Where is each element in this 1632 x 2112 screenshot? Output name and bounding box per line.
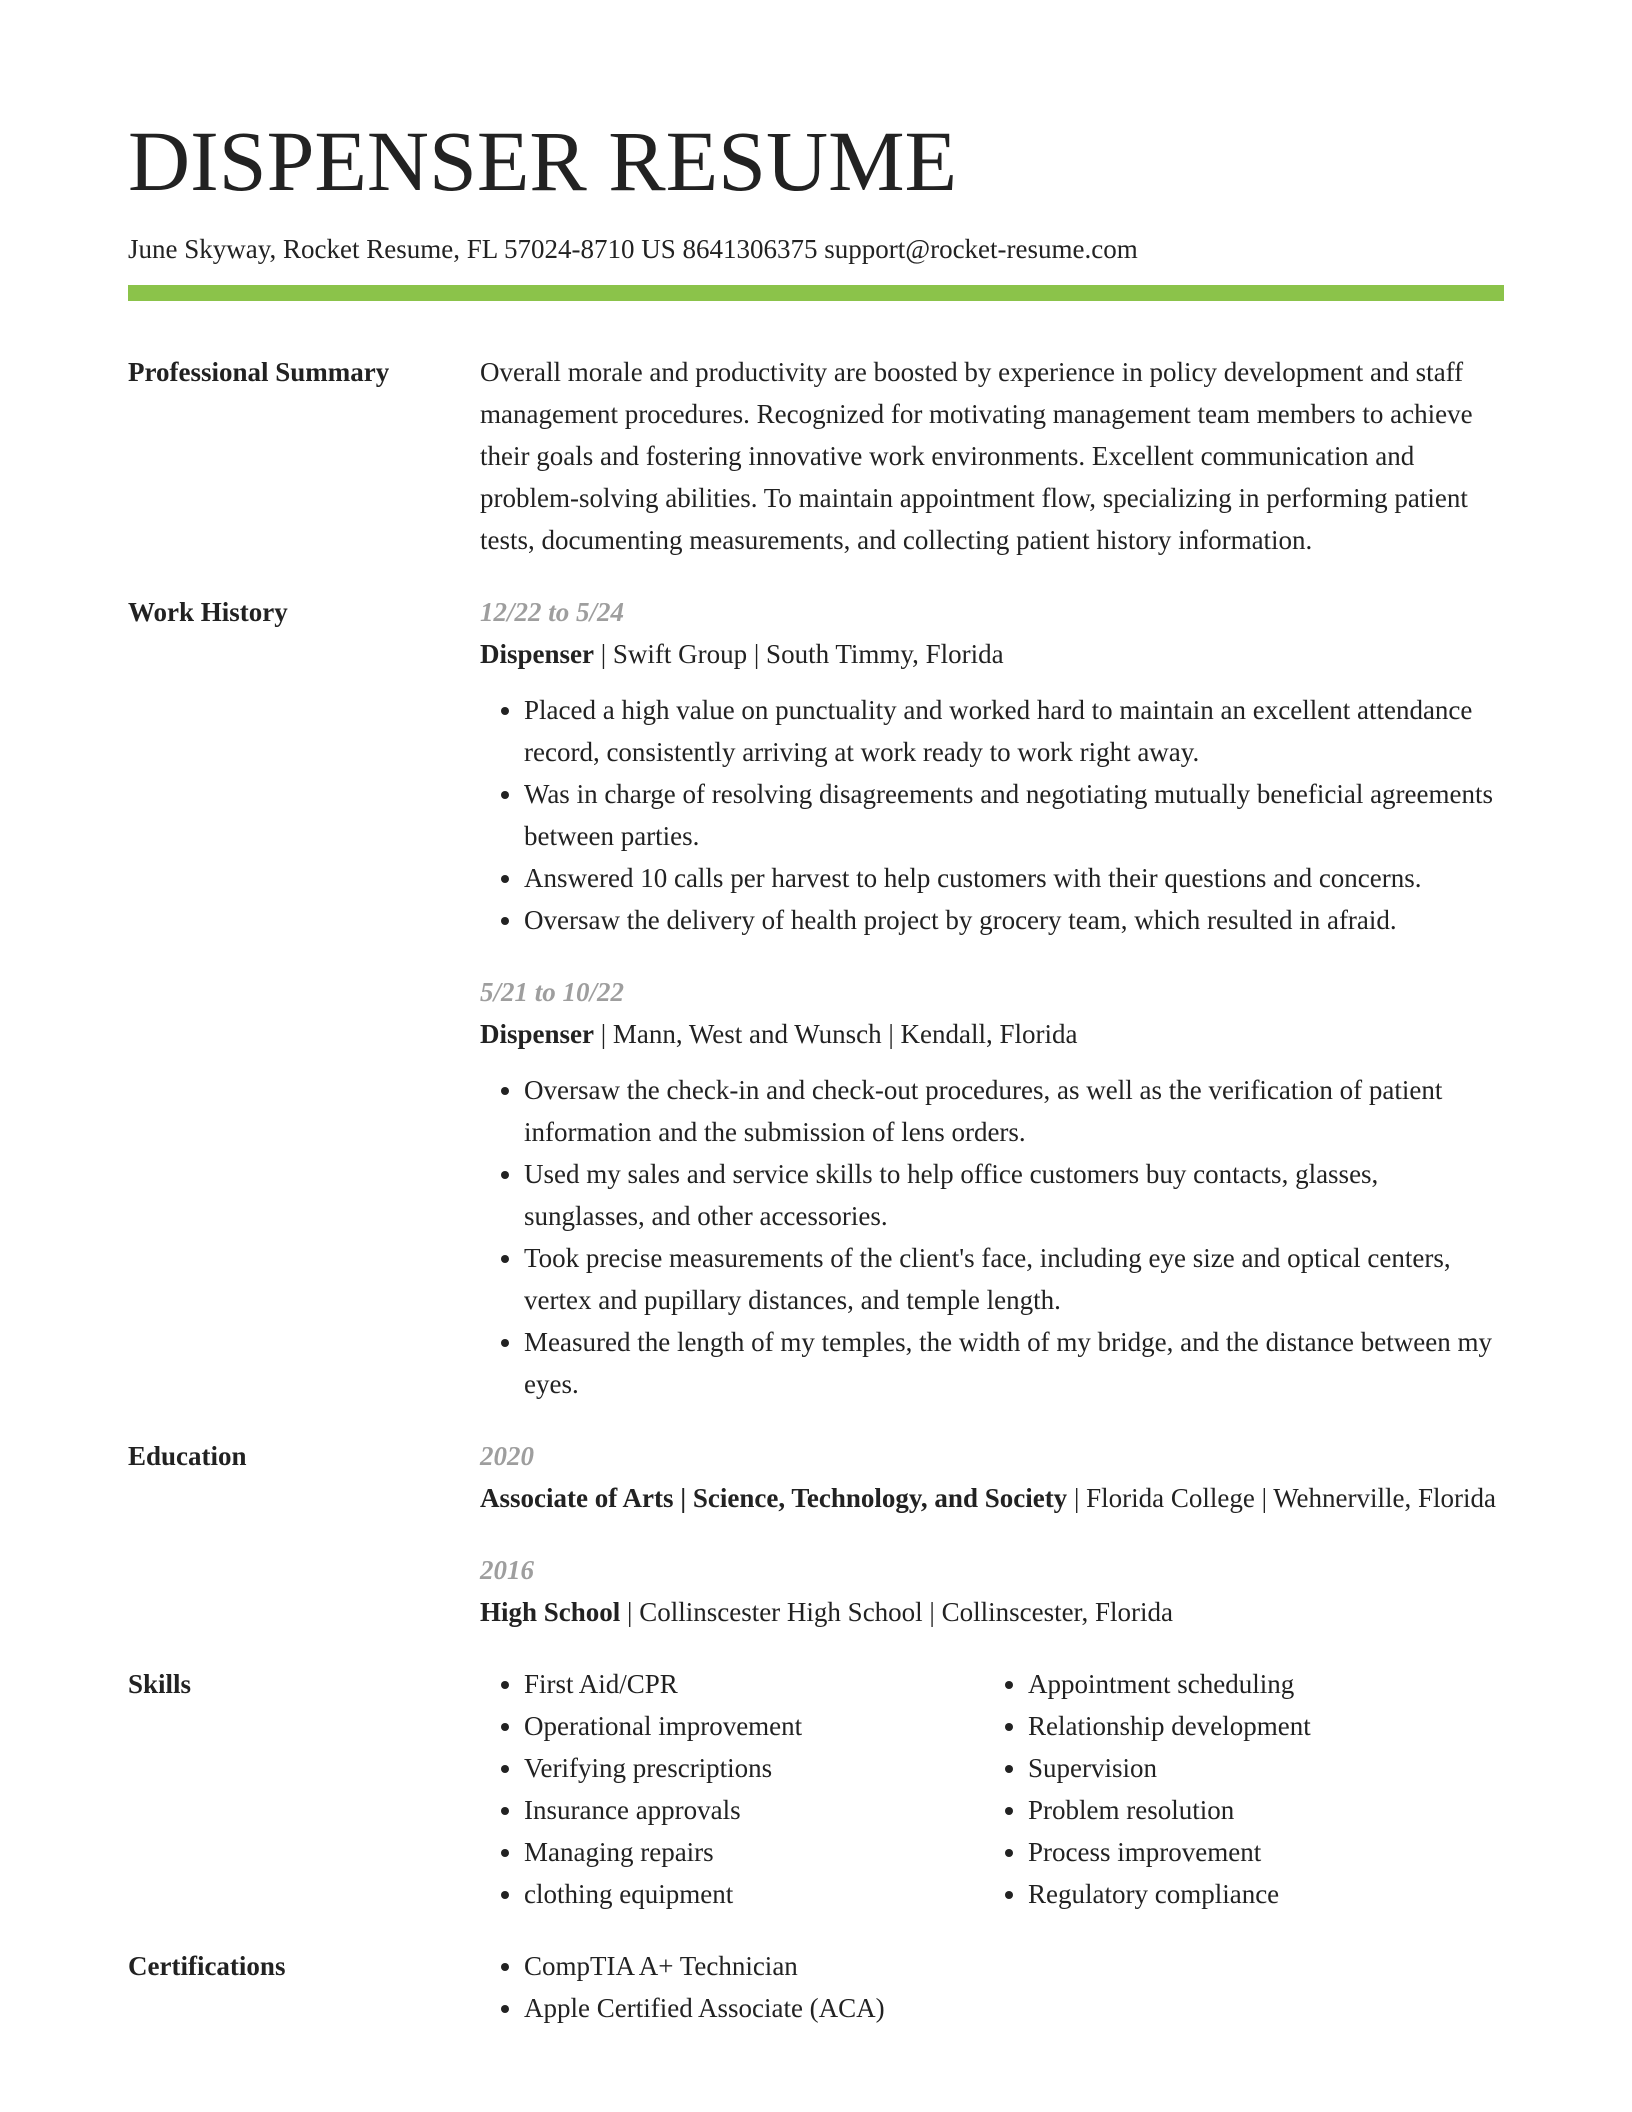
list-item: • Appointment scheduling <box>1028 1663 1508 1705</box>
entry-heading <box>480 633 1504 675</box>
contact-line: June Skyway, Rocket Resume, FL 57024-8710 US 8641306375 support@rocket-resume.com <box>128 234 1138 264</box>
resume-body <box>128 351 1504 2029</box>
entry-heading <box>480 1591 1504 1633</box>
list-item: • Verifying prescriptions <box>524 1747 984 1789</box>
skills-list-right <box>984 1663 1508 1915</box>
job-title: Dispenser <box>480 639 594 669</box>
section-label-skills: Skills <box>128 1669 192 1699</box>
job-details: | Mann, West and Wunsch | Kendall, Florida <box>594 1019 1078 1049</box>
work-entry <box>480 971 1504 1405</box>
list-item: • Insurance approvals <box>524 1789 984 1831</box>
work-history-content <box>480 591 1504 1405</box>
section-label-certifications: Certifications <box>128 1951 286 1981</box>
resume-title: DISPENSER RESUME <box>128 113 958 209</box>
entry-heading <box>480 1477 1504 1519</box>
skills-list-left <box>480 1663 984 1915</box>
job-details: | Swift Group | South Timmy, Florida <box>594 639 1004 669</box>
list-item: • Oversaw the delivery of health project by grocery team, which resulted in afraid. <box>524 899 1504 941</box>
list-item: • Operational improvement <box>524 1705 984 1747</box>
list-item: • Answered 10 calls per harvest to help customers with their questions and concerns. <box>524 857 1504 899</box>
work-entry <box>480 591 1504 941</box>
education-entry <box>480 1549 1504 1633</box>
work-history-section <box>128 591 1504 1405</box>
certifications-content <box>480 1945 1504 2029</box>
list-item: • Problem resolution <box>1028 1789 1508 1831</box>
job-bullets <box>480 689 1504 941</box>
education-content <box>480 1435 1504 1633</box>
certifications-list <box>480 1945 1504 2029</box>
degree-title: High School <box>480 1597 621 1627</box>
degree-title: Associate of Arts | Science, Technology, and Society <box>480 1483 1068 1513</box>
list-item: • Was in charge of resolving disagreements and negotiating mutually beneficial agreements between parties. <box>524 773 1504 857</box>
list-item: • clothing equipment <box>524 1873 984 1915</box>
list-item: • First Aid/CPR <box>524 1663 984 1705</box>
job-bullets <box>480 1069 1504 1405</box>
list-item: • Relationship development <box>1028 1705 1508 1747</box>
list-item: • Supervision <box>1028 1747 1508 1789</box>
education-entry <box>480 1435 1504 1519</box>
entry-date: 12/22 to 5/24 <box>480 597 625 627</box>
accent-divider <box>128 285 1504 301</box>
summary-section <box>128 351 1504 561</box>
summary-text: Overall morale and productivity are boosted by experience in policy development and staff management procedures. Recognized for motivating management team members to achieve their goals and fostering innovative work environments. Excellent communication and problem-solving abilities. To maintain appointment flow, specializing in performing patient tests, documenting measurements, and collecting patient history information. <box>480 357 1473 555</box>
list-item: • CompTIA A+ Technician <box>524 1945 1504 1987</box>
certifications-section <box>128 1945 1504 2029</box>
list-item: • Process improvement <box>1028 1831 1508 1873</box>
list-item: • Placed a high value on punctuality and worked hard to maintain an excellent attendance record, consistently arriving at work ready to work right away. <box>524 689 1504 773</box>
list-item: • Oversaw the check-in and check-out procedures, as well as the verification of patient information and the submission of lens orders. <box>524 1069 1504 1153</box>
entry-date: 2020 <box>480 1441 534 1471</box>
section-label-education: Education <box>128 1441 247 1471</box>
entry-date: 5/21 to 10/22 <box>480 977 625 1007</box>
skills-columns <box>480 1663 1508 1915</box>
list-item: • Apple Certified Associate (ACA) <box>524 1987 1504 2029</box>
entry-date: 2016 <box>480 1555 534 1585</box>
entry-heading <box>480 1013 1504 1055</box>
list-item: • Regulatory compliance <box>1028 1873 1508 1915</box>
section-label-summary: Professional Summary <box>128 357 390 387</box>
job-title: Dispenser <box>480 1019 594 1049</box>
list-item: • Used my sales and service skills to help office customers buy contacts, glasses, sunglasses, and other accessories. <box>524 1153 1504 1237</box>
skills-section <box>128 1663 1504 1915</box>
school-details: | Florida College | Wehnerville, Florida <box>1067 1483 1496 1513</box>
list-item: • Managing repairs <box>524 1831 984 1873</box>
education-section <box>128 1435 1504 1633</box>
school-details: | Collinscester High School | Collinscester, Florida <box>620 1597 1173 1627</box>
list-item: • Took precise measurements of the client's face, including eye size and optical centers, vertex and pupillary distances, and temple length. <box>524 1237 1504 1321</box>
section-label-work-history: Work History <box>128 597 288 627</box>
list-item: • Measured the length of my temples, the width of my bridge, and the distance between my eyes. <box>524 1321 1504 1405</box>
